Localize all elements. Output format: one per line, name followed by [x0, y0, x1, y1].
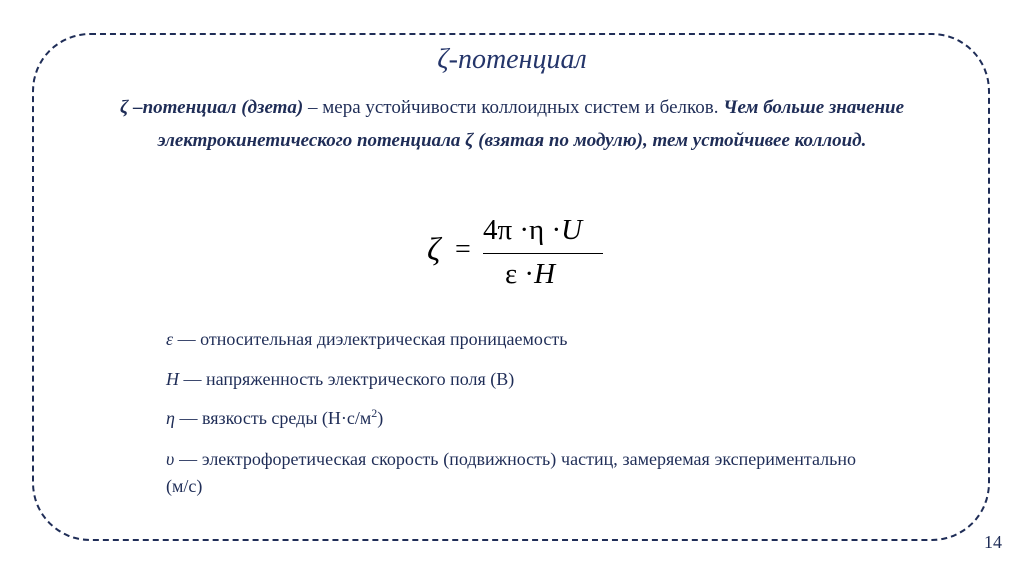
page-number: 14 — [984, 532, 1002, 552]
legend-item-epsilon — [166, 326, 856, 353]
legend-text: — относительная диэлектрическая проницаемость — [173, 329, 568, 349]
definition-dash: – — [303, 97, 323, 118]
definition-plain-text: мера устойчивости коллоидных систем и белков. — [322, 97, 724, 118]
numerator-variable: U — [561, 214, 583, 246]
fraction-bar — [483, 253, 603, 254]
legend-item-upsilon — [166, 446, 856, 500]
formula-numerator — [483, 214, 582, 247]
formula-lhs: ζ — [427, 232, 441, 268]
legend-superscript: 2 — [371, 406, 378, 420]
denominator-variable: H — [534, 258, 556, 290]
denominator-constants: ε · — [505, 258, 535, 290]
legend-symbol: H — [166, 369, 179, 389]
definition-emphasis: Чем больше значение электрокинетического потенциала ζ (взятая по модулю), тем устойчивее коллоид. — [157, 97, 905, 151]
legend-item-eta — [166, 405, 856, 432]
legend-tail: ) — [377, 408, 384, 428]
zeta-formula — [425, 210, 615, 295]
formula-denominator — [505, 258, 555, 291]
legend-text: — напряженность электрического поля (В) — [179, 369, 515, 389]
formula-equals: = — [455, 234, 471, 265]
numerator-constants: 4π ·η · — [483, 214, 562, 246]
legend-symbol: η — [166, 408, 175, 428]
legend-item-h — [166, 366, 856, 393]
definition-paragraph — [70, 91, 954, 157]
legend-symbol: υ — [166, 449, 175, 469]
definition-term: ζ –потенциал (дзета) — [119, 97, 304, 118]
legend-text: — электрофоретическая скорость (подвижность) частиц, замеряемая экспериментально (м/с) — [166, 449, 856, 496]
slide-title: ζ-потенциал — [437, 44, 587, 75]
legend-text: — вязкость среды (Н·с/м — [174, 408, 372, 428]
legend-symbol: ε — [166, 329, 174, 349]
